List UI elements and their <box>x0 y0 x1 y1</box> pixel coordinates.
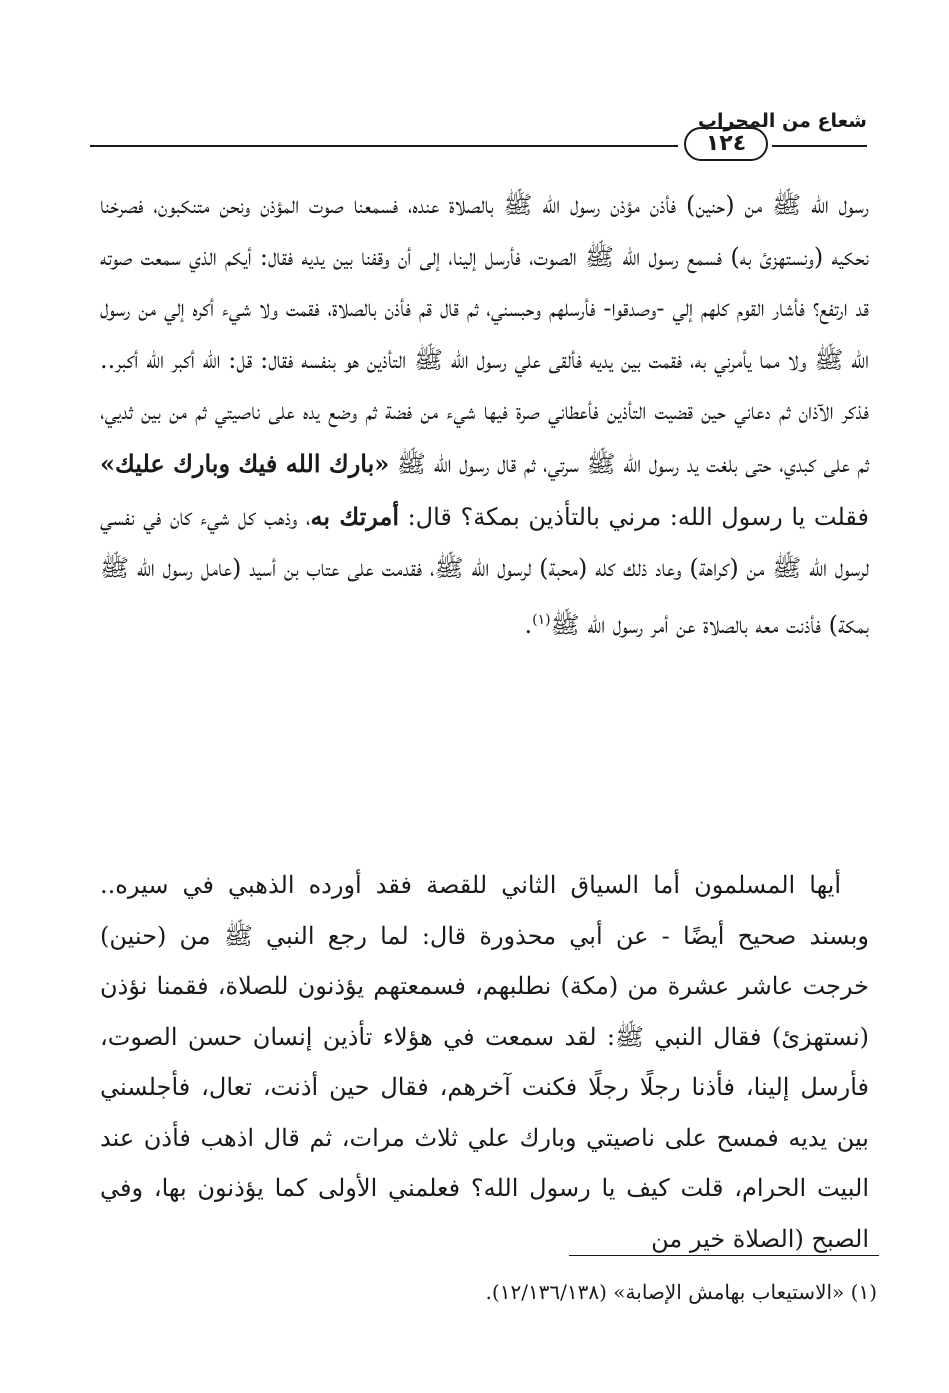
text-line: بين يديه فألقى علي رسول الله ﷺ التأذين هو بنفسه فقال: قل: الله أكبر الله <box>146 345 641 374</box>
text-line: رسول الله ﷺ سرتي، ثم قال رسول الله ﷺ «بارك الله فيك وبارك عليك» <box>100 448 680 478</box>
text-line: صحيح أيضًا - عن أبي محذورة قال: لما رجع النبي ﷺ من (حنين) خرجت <box>100 921 869 1000</box>
page-header <box>90 100 867 170</box>
text-line: أيها المسلمون أما السياق الثاني للقصة فقد أورده الذهبي في سيره.. وبسند <box>100 871 869 950</box>
text-line: . <box>524 610 533 639</box>
text-line: كيف يا رسول الله؟ فعلمني الأولى كما يؤذنون بها، وفي الصبح (الصلاة خير من <box>100 1174 869 1253</box>
text-line: فقال النبي ﷺ: لقد سمعت في هؤلاء تأذين إنسان حسن الصوت، فأرسل إلينا، <box>100 1022 870 1101</box>
text-line: عن أمر رسول الله ﷺ <box>550 610 696 639</box>
text-line: ارتفع؟ فأشار القوم كلهم إلي -وصدقوا- فأرسلهم وحبسني، ثم قال قم فأذن <box>384 294 848 323</box>
bold-phrase: أمرتك به <box>310 501 400 531</box>
header-rule-right <box>772 145 867 147</box>
page-number: ١٢٤ <box>684 127 768 161</box>
text-line: رسول الله ﷺ من (حنين) فأذن مؤذن رسول الله ﷺ بالصلاة عنده، فسمعنا <box>353 191 869 219</box>
text-line: على ناصيتي وبارك علي ثلاث مرات، ثم قال اذهب فأذن عند البيت الحرام، قلت <box>100 1123 870 1202</box>
text-line: فأذنا رجلًا رجلًا فكنت آخرهم، فقال حين أذنت، تعال، فأجلسني بين يديه فمسح <box>100 1073 869 1152</box>
footnote: (١) «الاستيعاب بهامش الإصابة» (١٢/١٣٦/١٣٨). <box>485 1280 877 1304</box>
text-line: بالصلاة، فقمت ولا شيء أكره إلي من رسول الله ﷺ ولا مما يأمرني به، فقمت <box>100 294 869 374</box>
text-line: الصوت، فأرسل إلينا، إلى أن وقفنا بين يديه فقال: أيكم الذي سمعت صوته قد <box>100 242 870 323</box>
footnote-separator <box>569 1255 879 1256</box>
text-line: فقدمت على عتاب بن أسيد (عامل رسول الله ﷺ بمكة) فأذنت معه بالصلاة <box>100 554 869 639</box>
header-rule-left <box>90 145 678 147</box>
text-line: فقلت يا رسول الله: مرني بالتأذين بمكة؟ قال: أمرتك به، وذهب كل شيء كان <box>169 501 870 531</box>
paragraph-1 <box>100 180 869 651</box>
footnote-marker: (١) <box>532 611 551 628</box>
bold-phrase: «بارك الله فيك وبارك عليك» <box>100 448 390 478</box>
text-line: صوت المؤذن ونحن متنكبون، فصرخنا نحكيه (ونستهزئ به) فسمع رسول الله ﷺ <box>100 191 870 271</box>
text-line: في نفسي لرسول الله ﷺ من (كراهة) وعاد ذلك كله (محبة) لرسول الله ﷺ، <box>100 502 869 583</box>
text-line: أكبر.. فذكر الآذان ثم دعاني حين قضيت التأذين فأعطاني صرة فيها شيء من <box>100 345 869 426</box>
book-title: شعاع من المحراب <box>697 110 867 132</box>
paragraph-2 <box>100 860 869 1264</box>
text-line: عاشر عشرة من (مكة) نطلبهم، فسمعتهم يؤذنون للصلاة، فقمنا نؤذن (نستهزئ) <box>100 972 869 1051</box>
text-line: فضة ثم وضع يده على ناصيتي ثم من بين ثديي، ثم على كبدي، حتى بلغت يد <box>100 397 869 478</box>
